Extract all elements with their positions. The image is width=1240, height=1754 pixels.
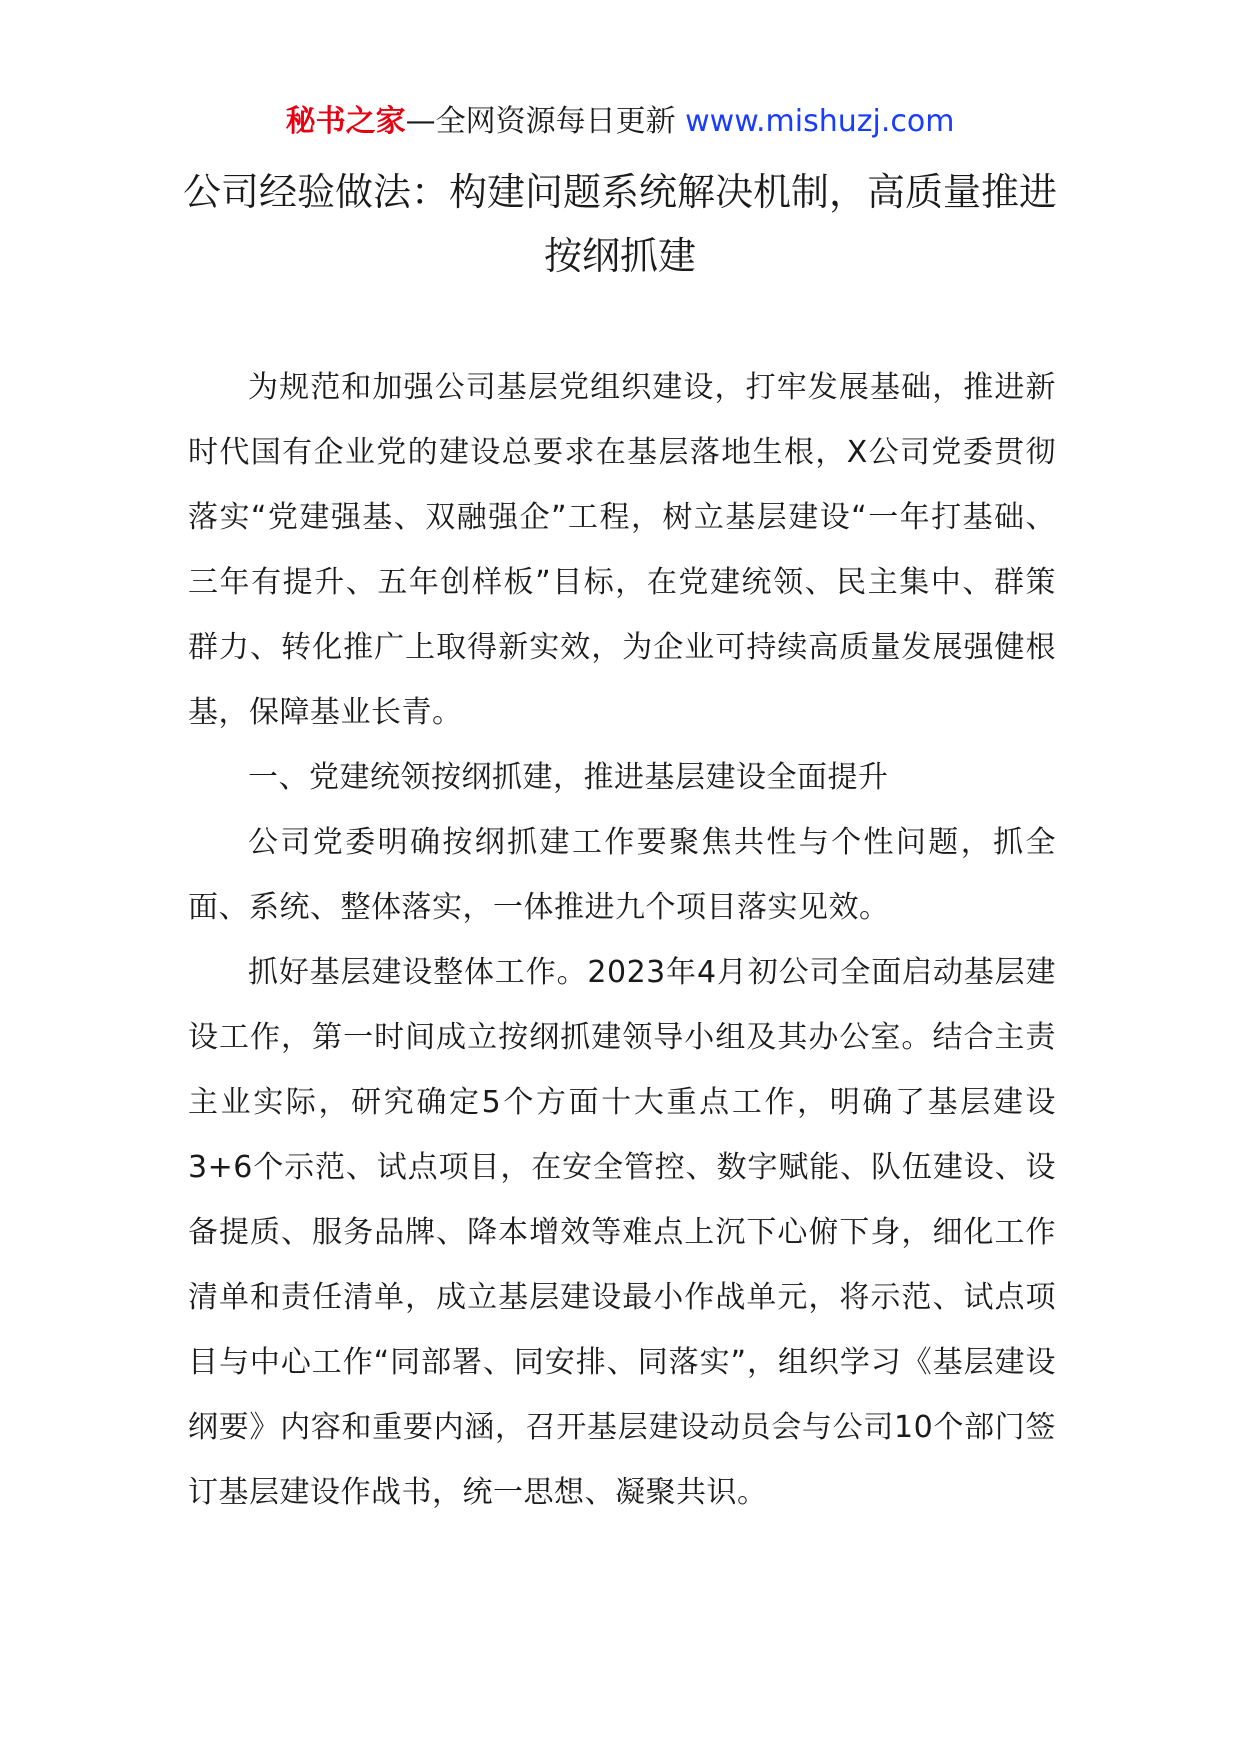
- section-heading-1: 一、党建统领按纲抓建，推进基层建设全面提升: [248, 760, 889, 795]
- paragraph-section-1: 公司党委明确按纲抓建工作要聚焦共性与个性问题，抓全面、系统、整体落实，一体推进九个项目落实见效。: [188, 825, 1056, 925]
- paragraph-subsection-1: 抓好基层建设整体工作。2023年4月初公司全面启动基层建设工作，第一时间成立按纲抓建领导小组及其办公室。结合主责主业实际，研究确定5个方面十大重点工作，明确了基层建设3+6个示范、试点项目，在安全管控、数字赋能、队伍建设、设备提质、服务品牌、降本增效等难点上沉下心俯下身，细化工作清单和责任清单，成立基层建设最小作战单元，将示范、试点项目与中心工作“同部署、同安排、同落实”，组织学习《基层建设纲要》内容和重要内涵，召开基层建设动员会与公司10个部门签订基层建设作战书，统一思想、凝聚共识。: [188, 955, 1056, 1510]
- paragraph-intro: 为规范和加强公司基层党组织建设，打牢发展基础，推进新时代国有企业党的建设总要求在基层落地生根，X公司党委贯彻落实“党建强基、双融强企”工程，树立基层建设“一年打基础、三年有提升、五年创样板”目标，在党建统领、民主集中、群策群力、转化推广上取得新实效，为企业可持续高质量发展强健根基，保障基业长青。: [188, 370, 1056, 730]
- site-link[interactable]: www.mishuzj.com: [685, 104, 955, 139]
- document-body: [188, 355, 1056, 1525]
- brand-name: 秘书之家: [285, 104, 406, 139]
- site-header: [0, 100, 1240, 144]
- document-title: 公司经验做法：构建问题系统解决机制，高质量推进按纲抓建: [182, 170, 1057, 278]
- header-slogan: —全网资源每日更新: [405, 104, 676, 139]
